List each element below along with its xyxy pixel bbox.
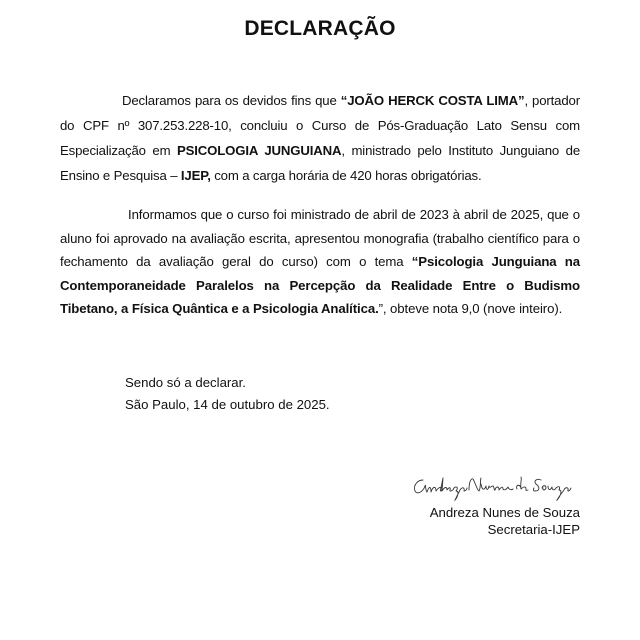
paragraph-text: ”, obteve nota 9,0 (nove inteiro).: [378, 301, 563, 316]
institution-acronym: IJEP,: [180, 168, 211, 183]
paragraph-text: , ministrado pelo Instituto Junguiano de Ensino e Pesquisa –: [60, 143, 580, 183]
signer-name: Andreza Nunes de Souza: [429, 505, 580, 520]
closing-line: Sendo só a declarar.: [125, 375, 246, 390]
place-date: São Paulo, 14 de outubro de 2025.: [125, 397, 330, 412]
signer-role: Secretaria-IJEP: [487, 522, 580, 537]
declaration-paragraph: [60, 88, 580, 188]
paragraph-text: com a carga horária de 420 horas obrigatórias.: [210, 168, 482, 183]
course-info-paragraph: [60, 203, 580, 321]
closing-block: [125, 372, 330, 416]
course-name: PSICOLOGIA JUNGUIANA: [176, 143, 342, 158]
paragraph-text: , portador do CPF nº 307.253.228-10, concluiu o Curso de Pós-Graduação Lato Sensu com Especialização em: [60, 93, 580, 158]
signature-block: [409, 470, 580, 538]
page-title: DECLARAÇÃO: [244, 17, 396, 40]
thesis-title: “Psicologia Junguiana na Contemporaneidade Paralelos na Percepção da Realidade Entre o Budismo Tibetano, a Física Quântica e a Psicologia Analítica.: [60, 254, 580, 316]
paragraph-text: Declaramos para os devidos fins que: [122, 93, 341, 108]
paragraph-text: Informamos que o curso foi ministrado de abril de 2023 à abril de 2025, que o aluno foi aprovado na avaliação escrita, apresentou monografia (trabalho científico para o fechamento da avaliação geral do curso) com o tema: [60, 207, 580, 269]
student-name: “JOÃO HERCK COSTA LIMA”: [340, 93, 525, 108]
handwritten-signature-icon: [409, 470, 584, 504]
